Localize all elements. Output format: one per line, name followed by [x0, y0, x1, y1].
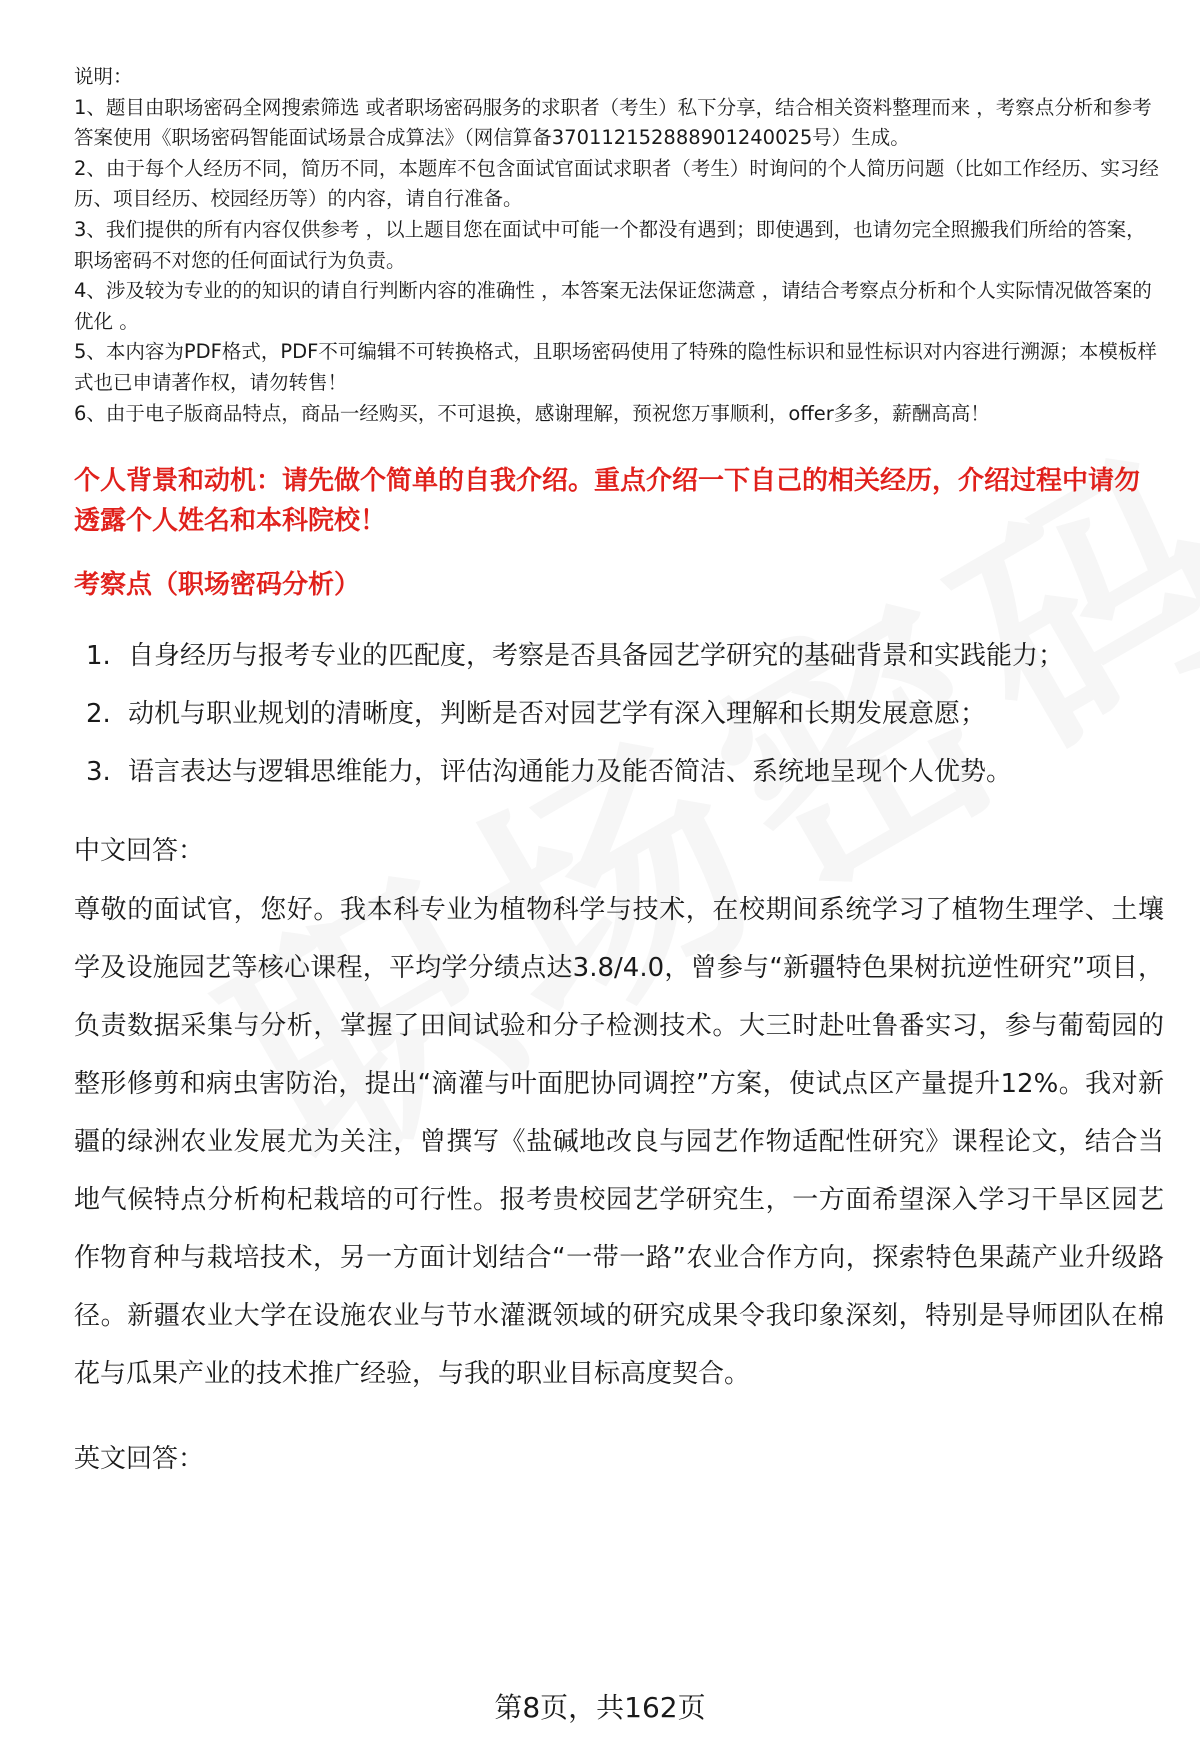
note-line: 4、涉及较为专业的的知识的请自行判断内容的准确性 ，本答案无法保证您满意 ，请结合考察点分析和个人实际情况做答案的优化 。	[74, 279, 1152, 333]
point-text: 自身经历与报考专业的匹配度，考察是否具备园艺学研究的基础背景和实践能力；	[128, 641, 1065, 672]
point-text: 动机与职业规划的清晰度，判断是否对园艺学有深入理解和长期发展意愿；	[128, 699, 987, 730]
analysis-points	[74, 627, 1164, 801]
note-line: 2、由于每个人经历不同，简历不同，本题库不包含面试官面试求职者（考生）时询问的个人简历问题（比如工作经历、实习经历、项目经历、校园经历等）的内容，请自行准备。	[74, 156, 1159, 211]
notes-heading: 说明：	[74, 65, 133, 88]
english-answer-label: 英文回答：	[74, 1444, 205, 1475]
chinese-answer-label: 中文回答：	[74, 836, 205, 867]
note-line: 5、本内容为PDF格式，PDF不可编辑不可转换格式，且职场密码使用了特殊的隐性标识和显性标识对内容进行溯源；本模板样式也已申请著作权，请勿转售！	[74, 340, 1157, 394]
interview-question: 个人背景和动机：请先做个简单的自我介绍。重点介绍一下自己的相关经历，介绍过程中请勿透露个人姓名和本科院校！	[74, 466, 1141, 537]
page-number: 第8页，共162页	[494, 1691, 706, 1724]
note-line: 6、由于电子版商品特点，商品一经购买，不可退换，感谢理解，预祝您万事顺利，offer多多，薪酬高高！	[74, 401, 990, 425]
chinese-answer-text: 尊敬的面试官，您好。我本科专业为植物科学与技术，在校期间系统学习了植物生理学、土壤学及设施园艺等核心课程，平均学分绩点达3.8/4.0，曾参与“新疆特色果树抗逆性研究”项目，负责数据采集与分析，掌握了田间试验和分子检测技术。大三时赴吐鲁番实习，参与葡萄园的整形修剪和病虫害防治，提出“滴灌与叶面肥协同调控”方案，使试点区产量提升12%。我对新疆的绿洲农业发展尤为关注，曾撰写《盐碱地改良与园艺作物适配性研究》课程论文，结合当地气候特点分析枸杞栽培的可行性。报考贵校园艺学研究生，一方面希望深入学习干旱区园艺作物育种与栽培技术，另一方面计划结合“一带一路”农业合作方向，探索特色果蔬产业升级路径。新疆农业大学在设施农业与节水灌溉领域的研究成果令我印象深刻，特别是导师团队在棉花与瓜果产业的技术推广经验，与我的职业目标高度契合。	[74, 895, 1164, 1390]
notes-section	[74, 62, 1164, 429]
analysis-point	[74, 685, 1164, 743]
point-number: 3.	[86, 757, 111, 788]
note-line: 3、我们提供的所有内容仅供参考 ，以上题目您在面试中可能一个都没有遇到；即使遇到，也请勿完全照搬我们所给的答案，职场密码不对您的任何面试行为负责。	[74, 217, 1146, 272]
note-line: 1、题目由职场密码全网搜索筛选 或者职场密码服务的求职者（考生）私下分享，结合相关资料整理而来 ，考察点分析和参考答案使用《职场密码智能面试场景合成算法》（网信算备370112152888901240025号）生成。	[74, 95, 1152, 150]
point-number: 1.	[86, 641, 111, 672]
analysis-title: 考察点（职场密码分析）	[74, 570, 361, 601]
analysis-point	[74, 627, 1164, 685]
point-number: 2.	[86, 699, 111, 730]
point-text: 语言表达与逻辑思维能力，评估沟通能力及能否简洁、系统地呈现个人优势。	[128, 757, 1013, 788]
analysis-point	[74, 743, 1164, 801]
document-page	[74, 62, 1164, 1479]
